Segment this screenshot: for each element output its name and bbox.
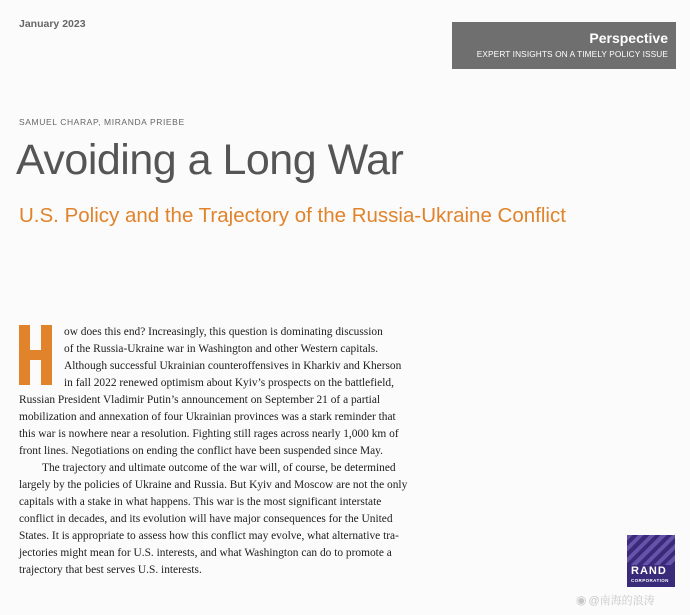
body-line: of the Russia-Ukraine war in Washington and other Western capitals.	[64, 343, 379, 355]
body-line: jectories might mean for U.S. interests, and what Washington can do to promote a	[19, 547, 392, 559]
page-subtitle: U.S. Policy and the Trajectory of the Russia-Ukraine Conflict	[19, 204, 566, 227]
series-title: Perspective	[589, 30, 668, 46]
body-line: front lines. Negotiations on ending the conflict have been suspended since May.	[19, 445, 383, 457]
body-line: capitals with a stake in what happens. This war is the most significant interstate	[19, 496, 382, 508]
body-line: Although successful Ukrainian counteroffensives in Kharkiv and Kherson	[64, 360, 402, 372]
body-line: conflict in decades, and its evolution will have major consequences for the United	[19, 513, 393, 525]
publication-date: January 2023	[19, 18, 86, 30]
body-line: The trajectory and ultimate outcome of the war will, of course, be determined	[42, 462, 396, 474]
article-body	[19, 324, 459, 579]
body-line: Russian President Vladimir Putin’s announcement on September 21 of a partial	[19, 394, 381, 406]
body-line: trajectory that best serves U.S. interests.	[19, 564, 202, 576]
perspective-banner	[452, 22, 676, 69]
rand-logo-name: RAND	[631, 565, 667, 577]
watermark-text: @南海的浪涛	[588, 595, 655, 607]
page-title: Avoiding a Long War	[16, 136, 404, 184]
rand-logo-stripes	[627, 535, 675, 565]
rand-logo	[627, 535, 675, 587]
body-line: States. It is appropriate to assess how this conflict may evolve, what alternative tra-	[19, 530, 399, 542]
body-line: in fall 2022 renewed optimism about Kyiv’s prospects on the battlefield,	[64, 377, 394, 389]
body-line: ow does this end? Increasingly, this question is dominating discussion	[64, 326, 383, 338]
body-line: mobilization and annexation of four Ukrainian provinces was a stark reminder that	[19, 411, 396, 423]
rand-logo-tagline: CORPORATION	[631, 578, 669, 583]
series-subtitle: EXPERT INSIGHTS ON A TIMELY POLICY ISSUE	[476, 49, 668, 59]
watermark	[576, 592, 655, 608]
body-line: this war is nowhere near a resolution. Fighting still rages across nearly 1,000 km of	[19, 428, 399, 440]
weibo-icon: ◉	[576, 593, 587, 607]
body-line: largely by the policies of Ukraine and Russia. But Kyiv and Moscow are not the only	[19, 479, 408, 491]
authors: SAMUEL CHARAP, MIRANDA PRIEBE	[19, 117, 185, 127]
